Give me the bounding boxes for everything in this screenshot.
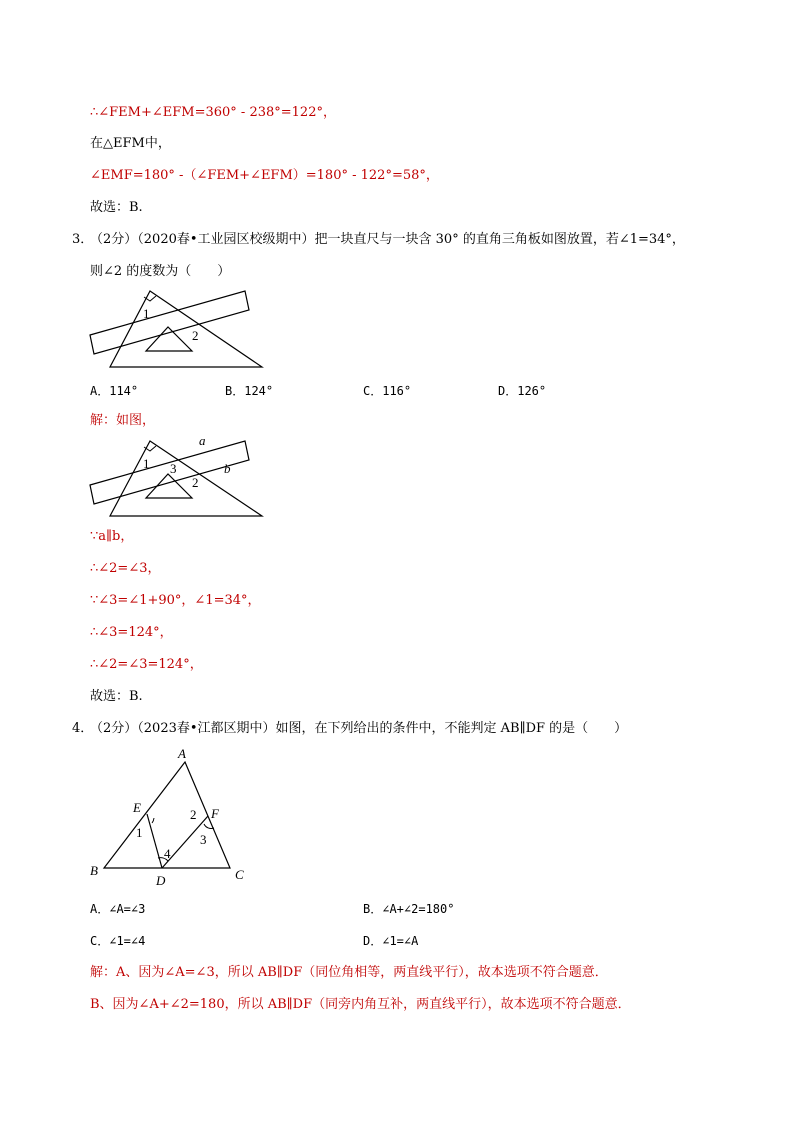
q4-label-B: B	[90, 863, 98, 878]
q3-option-b[interactable]: B．124°	[225, 384, 274, 398]
q3-sol-label-1: 1	[143, 456, 150, 471]
q4-label-2: 2	[190, 807, 197, 822]
q4-label-E: E	[133, 800, 141, 815]
q4-option-c[interactable]: C．∠1=∠4	[90, 934, 146, 948]
prev-solution-line-2: 在△EFM中，	[90, 136, 171, 151]
q3-sol-label-a: a	[199, 433, 206, 448]
q4-option-a[interactable]: A．∠A=∠3	[90, 902, 146, 916]
prev-solution-line-3: ∠EMF=180° -（∠FEM+∠EFM）=180° - 122°=58°，	[90, 168, 439, 183]
q4-label-C: C	[235, 867, 244, 882]
q3-option-a[interactable]: A．114°	[90, 384, 139, 398]
q3-number: 3．	[72, 232, 94, 247]
q4-figure	[86, 742, 256, 887]
q4-label-4: 4	[164, 846, 171, 861]
q4-stem: （2分）（2023春•江都区期中）如图，在下列给出的条件中，不能判定 AB∥DF 的是（ ）	[90, 721, 628, 736]
prev-solution-line-1: ∴∠FEM+∠EFM=360° - 238°=122°，	[90, 105, 336, 120]
q4-solution-line-1: 解：A、因为∠A=∠3，所以 AB∥DF（同位角相等，两直线平行），故本选项不符合题意．	[90, 965, 608, 980]
q4-label-3: 3	[200, 832, 207, 847]
q4-label-D: D	[156, 873, 166, 887]
q3-solution-intro: 解：如图，	[90, 413, 156, 428]
q3-fig-label-1: 1	[143, 306, 150, 321]
q3-sol-label-3: 3	[170, 461, 177, 476]
q3-stem-line-1: （2分）（2020春•工业园区校级期中）把一块直尺与一块含 30° 的直角三角板如图放置，若∠1=34°，	[90, 232, 685, 247]
q3-solution-answer: 故选：B.	[90, 689, 143, 704]
q4-label-A: A	[178, 746, 186, 761]
q3-solution-line-4: ∴∠3=124°，	[90, 625, 173, 640]
q3-option-c[interactable]: C．116°	[363, 384, 412, 398]
q4-option-d[interactable]: D．∠1=∠A	[363, 934, 419, 948]
prev-solution-answer: 故选：B.	[90, 200, 143, 215]
q3-stem-line-2: 则∠2 的度数为（ ）	[90, 264, 231, 279]
q4-label-F: F	[211, 806, 219, 821]
q3-option-d[interactable]: D．126°	[498, 384, 547, 398]
q3-sol-label-b: b	[224, 461, 231, 476]
q4-option-b[interactable]: B．∠A+∠2=180°	[363, 902, 455, 916]
q3-solution-line-1: ∵a∥b，	[90, 529, 134, 544]
q3-solution-line-5: ∴∠2=∠3=124°，	[90, 657, 203, 672]
q4-number: 4．	[72, 721, 94, 736]
q3-figure	[88, 285, 268, 370]
q3-sol-label-2: 2	[192, 475, 199, 490]
q3-fig-label-2: 2	[192, 328, 199, 343]
q3-solution-figure	[88, 432, 268, 520]
q4-solution-line-2: B、因为∠A+∠2=180，所以 AB∥DF（同旁内角互补，两直线平行），故本选项不符合题意．	[90, 997, 631, 1012]
q3-solution-line-2: ∴∠2=∠3，	[90, 561, 161, 576]
q3-solution-line-3: ∵∠3=∠1+90°，∠1=34°，	[90, 593, 261, 608]
q4-label-1: 1	[136, 825, 143, 840]
